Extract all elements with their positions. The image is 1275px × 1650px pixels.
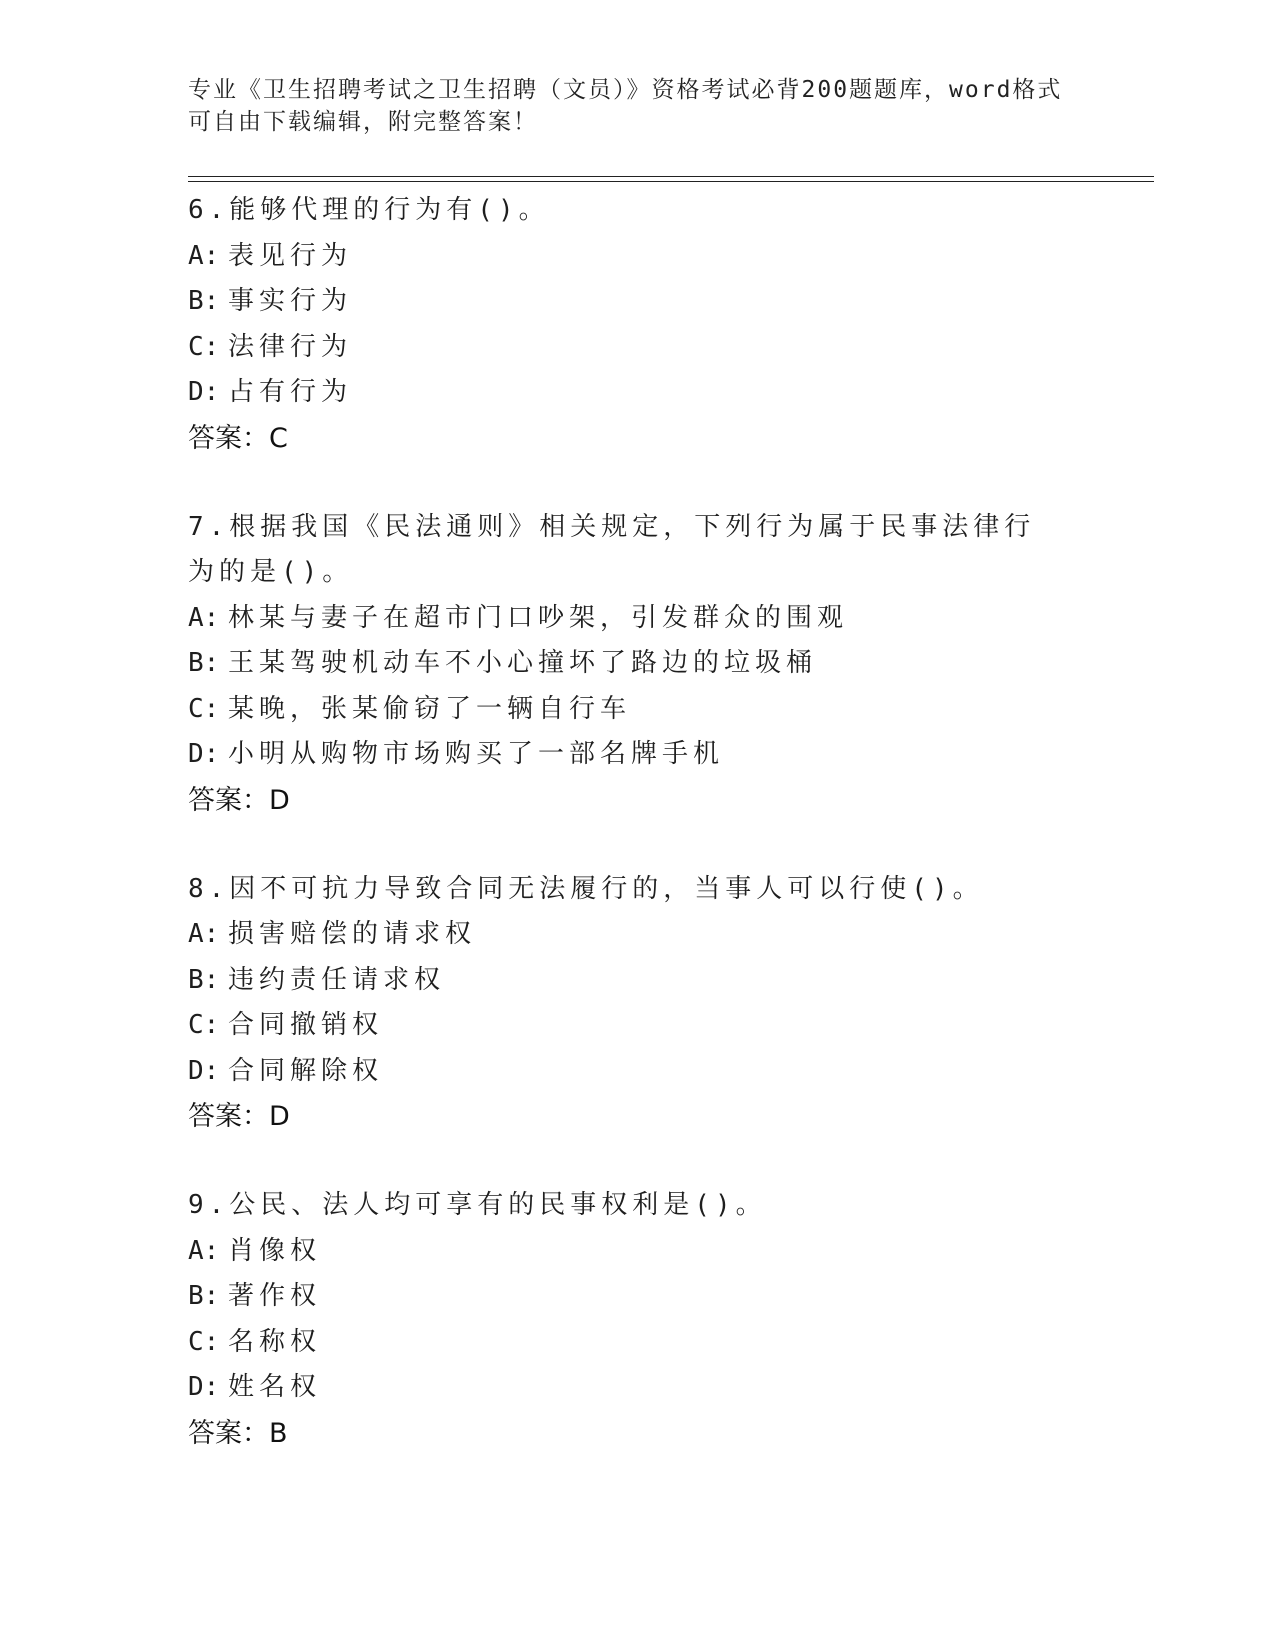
option-text: 合同撤销权	[228, 1010, 384, 1040]
question-stem: 9.公民、法人均可享有的民事权利是()。	[188, 1190, 767, 1220]
option-text: 占有行为	[228, 377, 353, 407]
option-text: 合同解除权	[228, 1055, 384, 1086]
option-text: 姓名权	[228, 1372, 322, 1402]
option-key: B:	[188, 964, 220, 995]
question-9	[188, 1183, 1088, 1457]
option-text: 著作权	[228, 1281, 322, 1311]
answer-label: 答案：	[188, 1417, 269, 1449]
option-text: 林某与妻子在超市门口吵架，引发群众的围观	[228, 602, 849, 633]
option-key: B:	[188, 648, 220, 678]
option-a	[188, 912, 1088, 958]
option-text: 肖像权	[228, 1235, 322, 1266]
answer-line	[188, 778, 1088, 824]
header-title-line-2: 可自由下载编辑，附完整答案！	[188, 109, 538, 135]
document-header	[188, 74, 1068, 138]
option-key: D:	[188, 739, 220, 769]
question-7	[188, 505, 1088, 824]
option-a	[188, 1229, 1088, 1275]
option-text: 违约责任请求权	[228, 964, 446, 995]
option-d	[188, 732, 1088, 778]
option-b	[188, 1274, 1088, 1320]
answer-value: C	[269, 422, 289, 454]
option-d	[188, 1365, 1088, 1411]
answer-value: B	[269, 1417, 289, 1449]
question-list	[188, 188, 1088, 1500]
question-8	[188, 867, 1088, 1141]
option-text: 某晚，张某偷窃了一辆自行车	[228, 693, 632, 724]
answer-label: 答案：	[188, 784, 269, 816]
option-d	[188, 370, 1088, 416]
option-text: 小明从购物市场购买了一部名牌手机	[228, 739, 725, 769]
option-key: A:	[188, 919, 220, 949]
option-key: A:	[188, 240, 220, 271]
option-key: C:	[188, 1010, 220, 1040]
answer-line	[188, 1411, 1088, 1457]
option-text: 事实行为	[228, 286, 353, 316]
option-b	[188, 641, 1088, 687]
header-divider-bottom	[188, 181, 1154, 182]
answer-value: D	[269, 784, 291, 816]
option-c	[188, 1320, 1088, 1366]
option-d	[188, 1049, 1088, 1095]
option-key: A:	[188, 1235, 220, 1266]
header-divider-top	[188, 176, 1154, 177]
option-text: 表见行为	[228, 240, 353, 271]
option-b	[188, 279, 1088, 325]
answer-value: D	[269, 1101, 291, 1132]
option-key: C:	[188, 331, 220, 362]
option-key: A:	[188, 602, 220, 633]
option-key: C:	[188, 693, 220, 724]
option-a	[188, 596, 1088, 642]
option-key: C:	[188, 1326, 220, 1357]
question-stem: 7.根据我国《民法通则》相关规定，下列行为属于民事法律行为的是()。	[188, 511, 1036, 587]
option-text: 损害赔偿的请求权	[228, 919, 477, 949]
option-c	[188, 325, 1088, 371]
option-text: 法律行为	[228, 331, 353, 362]
option-key: D:	[188, 377, 220, 407]
question-stem: 8.因不可抗力导致合同无法履行的，当事人可以行使()。	[188, 873, 984, 904]
option-c	[188, 1003, 1088, 1049]
answer-line	[188, 1094, 1088, 1140]
answer-label: 答案：	[188, 1101, 269, 1132]
option-a	[188, 234, 1088, 280]
option-key: B:	[188, 286, 220, 316]
answer-line	[188, 416, 1088, 462]
option-key: B:	[188, 1281, 220, 1311]
question-6	[188, 188, 1088, 462]
question-stem: 6.能够代理的行为有()。	[188, 195, 550, 225]
option-text: 王某驾驶机动车不小心撞坏了路边的垃圾桶	[228, 648, 818, 678]
answer-label: 答案：	[188, 422, 269, 454]
option-key: D:	[188, 1055, 220, 1086]
header-title-line-1: 专业《卫生招聘考试之卫生招聘（文员）》资格考试必背200题题库，word格式	[188, 77, 1063, 103]
option-text: 名称权	[228, 1326, 322, 1357]
option-c	[188, 687, 1088, 733]
option-b	[188, 958, 1088, 1004]
option-key: D:	[188, 1372, 220, 1402]
